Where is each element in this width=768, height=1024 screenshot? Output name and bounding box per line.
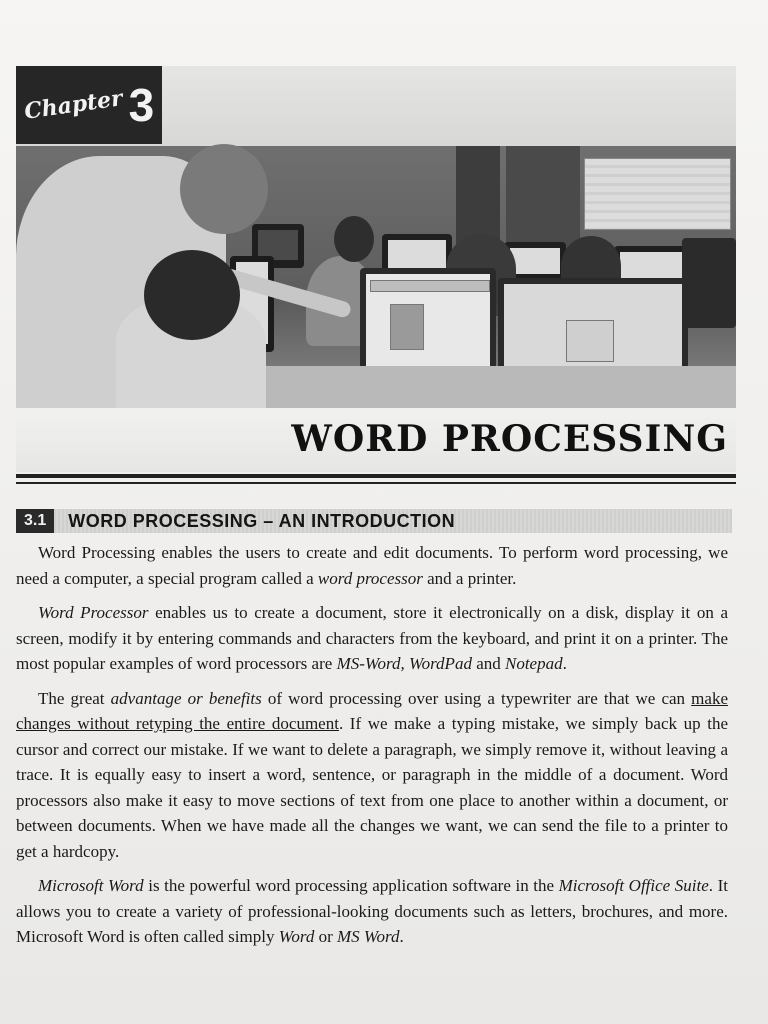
student-head — [334, 216, 374, 262]
paragraph — [16, 600, 728, 677]
paragraph — [16, 686, 728, 865]
section-heading — [16, 509, 732, 533]
emphasis-text: advantage or benefits — [110, 688, 262, 708]
emphasis-text: MS Word — [337, 927, 400, 946]
body-text — [16, 540, 728, 959]
chapter-title: WORD PROCESSING — [291, 418, 728, 460]
text-run: . — [562, 654, 567, 673]
app-toolbar — [370, 280, 490, 292]
chapter-badge — [16, 66, 162, 144]
underlined-text: make changes without retyping the entire document — [16, 688, 728, 733]
paragraph — [16, 540, 728, 591]
title-rule-thick — [16, 474, 736, 478]
emphasis-text: MS-Word, WordPad — [336, 654, 472, 673]
text-run: of word processing over using a typewriter are that we can — [261, 688, 692, 708]
text-run: Word Processing enables the users to create and edit documents. To perform word processing, we need a computer, a special program called a — [16, 543, 728, 588]
title-band — [16, 408, 736, 472]
text-run: and — [471, 654, 505, 673]
emphasis-text: word processor — [317, 568, 423, 588]
section-title: WORD PROCESSING – AN INTRODUCTION — [68, 510, 456, 531]
text-run: . If we make a typing mistake, we simply back up the cursor and correct our mistake. If we want to delete a paragraph, we simply remove it, without leaving a trace. It is equally easy to insert a word, sentence, or paragraph in the middle of a document. Word processors also make it easy to move sections of text from one place to another within a document, or between documents. When we have made all the changes we want, we can send the file to a printer to get a hardcopy. — [16, 714, 728, 861]
text-run: is the powerful word processing application software in the — [143, 876, 559, 895]
text-run: The great — [38, 688, 111, 708]
text-run: . — [399, 927, 404, 946]
emphasis-text: Microsoft Word — [38, 876, 144, 895]
title-rule-thin — [16, 482, 736, 484]
student-foreground-head — [144, 250, 240, 340]
pc-tower — [682, 238, 736, 328]
emphasis-text: Word — [278, 927, 315, 946]
chapter-number: 3 — [128, 79, 155, 131]
teacher-head — [180, 144, 268, 234]
emphasis-text: Notepad — [505, 654, 563, 673]
app-dialog — [390, 304, 424, 350]
text-run: or — [314, 927, 337, 946]
app-window — [566, 320, 614, 362]
text-run: and a printer. — [422, 568, 517, 588]
chapter-label: Chapter — [22, 85, 124, 125]
emphasis-text: Microsoft Office Suite — [558, 876, 709, 895]
notice-board — [584, 158, 731, 230]
desk — [196, 366, 736, 408]
section-number: 3.1 — [16, 509, 54, 533]
paragraph — [16, 873, 728, 950]
text-run: enables us to create a document, store it electronically on a disk, display it on a screen, modify it by entering commands and characters from the keyboard, and print it on a printer. The most popular examples of word processors are — [16, 603, 728, 673]
text-run: . It allows you to create a variety of professional-looking documents such as letters, brochures, and more. Microsoft Word is often called simply — [16, 876, 729, 946]
emphasis-text: Word Processor — [38, 603, 149, 622]
